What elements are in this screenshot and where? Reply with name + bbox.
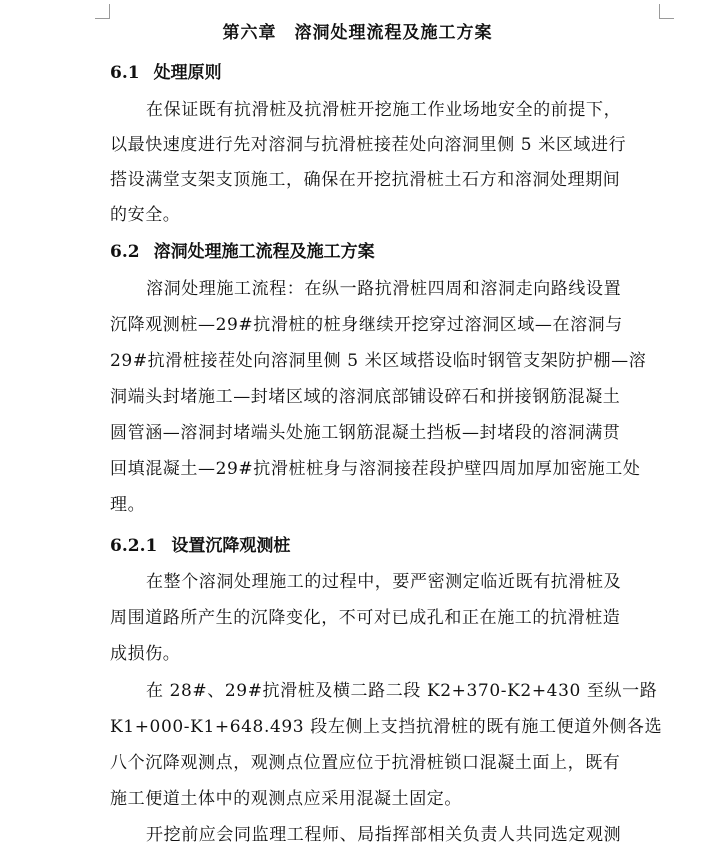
paragraph-line: 溶洞处理施工流程：在纵一路抗滑桩四周和溶洞走向路线设置 [146,279,622,299]
paragraph-line: 圆管涵—溶洞封堵端头处施工钢筋混凝土挡板—封堵段的溶洞满贯 [110,423,621,443]
paragraph-line: 的安全。 [110,205,181,225]
paragraph-line: 搭设满堂支架支顶施工，确保在开挖抗滑桩土石方和溶洞处理期间 [110,170,621,190]
paragraph-line: 施工便道土体中的观测点应采用混凝土固定。 [110,789,462,809]
paragraph-line: 回填混凝土—29#抗滑桩桩身与溶洞接茬段护壁四周加厚加密施工处 [110,459,641,479]
paragraph-line: 29#抗滑桩接茬处向溶洞里侧 5 米区域搭设临时钢管支架防护棚—溶 [110,351,647,371]
paragraph-line: 洞端头封堵施工—封堵区域的溶洞底部铺设碎石和拼接钢筋混凝土 [110,387,621,407]
section-heading-6-2-1 [110,531,290,556]
paragraph-line: 以最快速度进行先对溶洞与抗滑桩接茬处向溶洞里侧 5 米区域进行 [110,135,627,155]
section-number: 6.2.1 [110,536,158,556]
paragraph-line: 周围道路所产生的沉降变化，不可对已成孔和正在施工的抗滑桩造 [110,608,621,628]
section-title: 溶洞处理施工流程及施工方案 [153,242,375,262]
paragraph-line: K1+000-K1+648.493 段左侧上支挡抗滑桩的既有施工便道外侧各选 [110,717,663,737]
section-number: 6.1 [110,63,140,83]
section-number: 6.2 [110,242,140,262]
section-title: 设置沉降观测桩 [171,536,291,556]
paragraph-line: 开挖前应会同监理工程师、局指挥部相关负责人共同选定观测 [146,825,622,845]
section-heading-6-1 [110,58,222,83]
paragraph-line: 沉降观测桩—29#抗滑桩的桩身继续开挖穿过溶洞区域—在溶洞与 [110,315,623,335]
paragraph-line: 理。 [110,495,146,515]
section-title: 处理原则 [153,63,222,83]
page-corner-mark-right [659,4,674,19]
paragraph-line: 成损伤。 [110,644,181,664]
paragraph-line: 八个沉降观测点，观测点位置应位于抗滑桩锁口混凝土面上，既有 [110,753,621,773]
page-corner-mark-left [95,4,110,19]
paragraph-line: 在保证既有抗滑桩及抗滑桩开挖施工作业场地安全的前提下， [146,100,622,120]
section-heading-6-2 [110,237,375,262]
chapter-title: 第六章 溶洞处理流程及施工方案 [222,23,493,43]
paragraph-line: 在 28#、29#抗滑桩及横二路二段 K2+370-K2+430 至纵一路 [146,681,658,701]
paragraph-line: 在整个溶洞处理施工的过程中，要严密测定临近既有抗滑桩及 [146,572,622,592]
